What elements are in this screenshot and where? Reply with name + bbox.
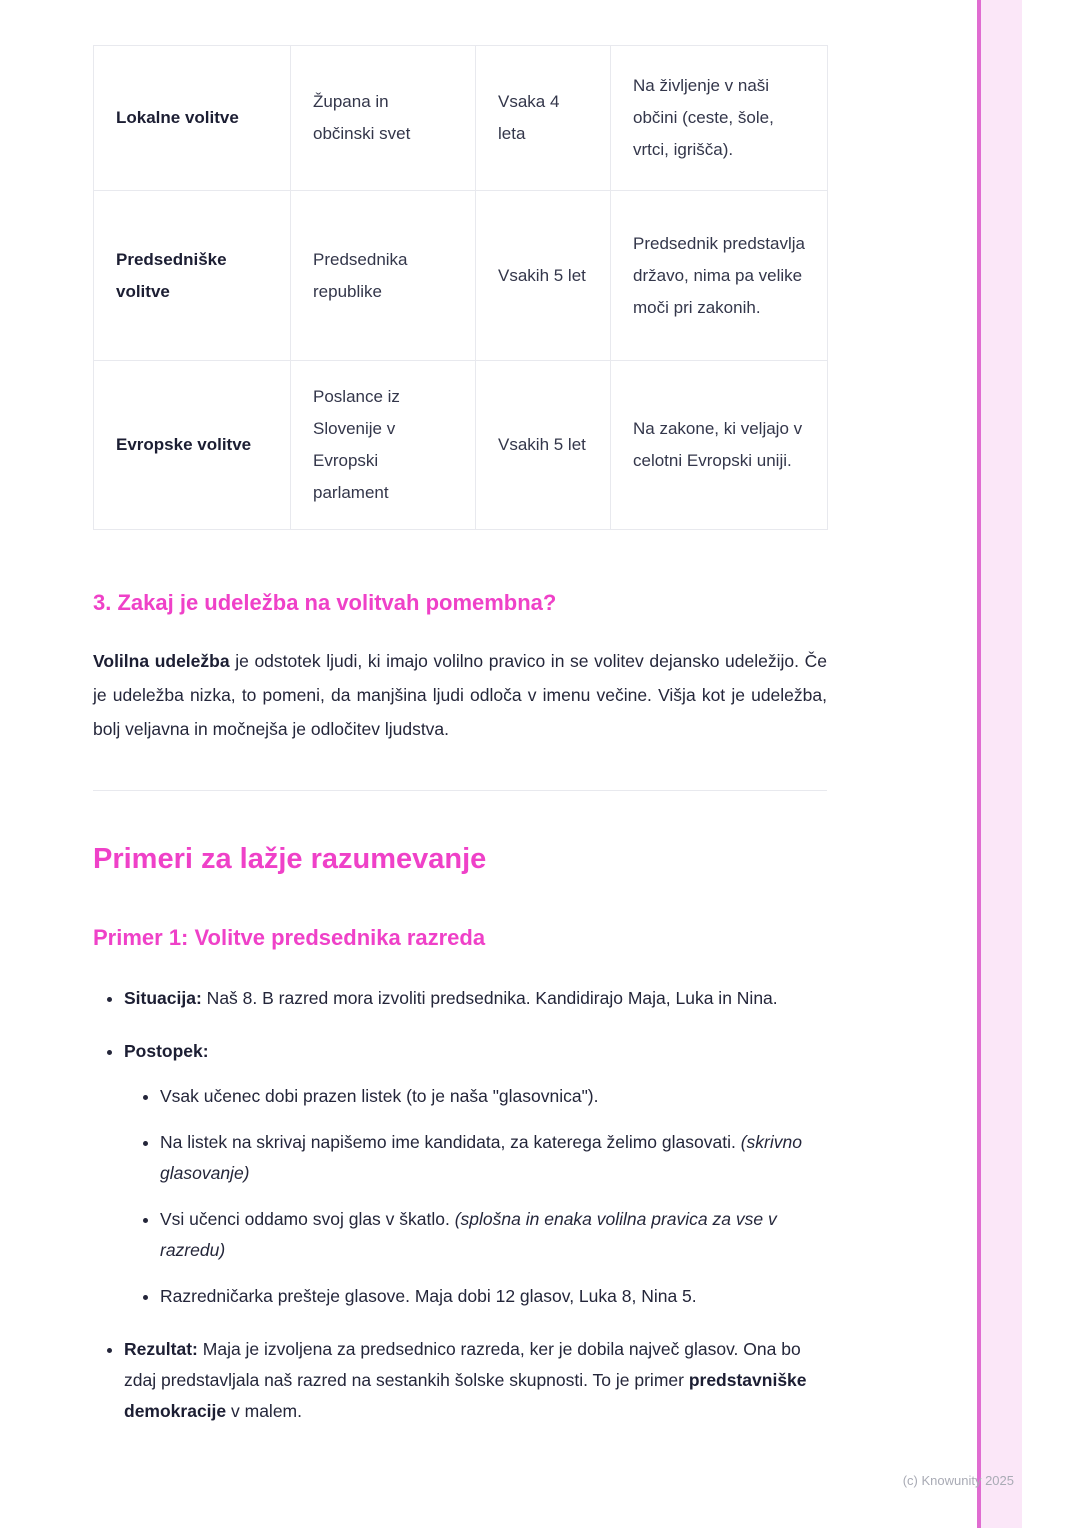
- election-impact-cell: Predsednik predstavlja državo, nima pa velike moči pri zakonih.: [611, 191, 828, 361]
- example1-list: [93, 983, 827, 1427]
- election-what-cell: Poslance iz Slovenije v Evropski parlament: [291, 361, 476, 530]
- document-content: [93, 45, 827, 1427]
- step-text: Razredničarka prešteje glasove. Maja dobi 12 glasov, Luka 8, Nina 5.: [160, 1286, 697, 1306]
- election-name-cell: Lokalne volitve: [94, 46, 291, 191]
- list-item-step: [160, 1127, 827, 1189]
- postopek-steps-list: [124, 1081, 827, 1312]
- situacija-text: Naš 8. B razred mora izvoliti predsednika. Kandidirajo Maja, Luka in Nina.: [201, 988, 778, 1008]
- participation-paragraph: [93, 644, 827, 746]
- rezultat-label: Rezultat:: [124, 1339, 198, 1359]
- step-italic: (skrivno glasovanje): [160, 1132, 802, 1183]
- election-what-cell: Župana in občinski svet: [291, 46, 476, 191]
- list-item-situacija: [124, 983, 827, 1014]
- rezultat-text-2: v malem.: [226, 1401, 302, 1421]
- election-when-cell: Vsaka 4 leta: [476, 46, 611, 191]
- election-what-cell: Predsednika republike: [291, 191, 476, 361]
- table-row: [94, 191, 828, 361]
- section3-heading: 3. Zakaj je udeležba na volitvah pomembna?: [93, 590, 557, 615]
- step-text: Na listek na skrivaj napišemo ime kandidata, za katerega želimo glasovati.: [160, 1132, 741, 1152]
- election-when-cell: Vsakih 5 let: [476, 191, 611, 361]
- step-italic: (splošna in enaka volilna pravica za vse v razredu): [160, 1209, 777, 1260]
- table-row: [94, 46, 828, 191]
- election-impact-cell: Na zakone, ki veljajo v celotni Evropski uniji.: [611, 361, 828, 530]
- elections-table: [93, 45, 828, 530]
- examples-heading: Primeri za lažje razumevanje: [93, 843, 487, 875]
- section-divider: [93, 790, 827, 791]
- postopek-label: Postopek:: [124, 1041, 209, 1061]
- step-text: Vsak učenec dobi prazen listek (to je naša "glasovnica").: [160, 1086, 599, 1106]
- list-item-rezultat: [124, 1334, 827, 1427]
- side-accent-bar: [977, 0, 1022, 1528]
- paragraph-text: je odstotek ljudi, ki imajo volilno pravico in se volitev dejansko udeležijo. Če je udeležba nizka, to pomeni, da manjšina ljudi odloča v imenu večine. Višja kot je udeležba, bolj veljavna in močnejša je odločitev ljudstva.: [93, 651, 827, 739]
- list-item-step: [160, 1204, 827, 1266]
- election-name-cell: Evropske volitve: [94, 361, 291, 530]
- table-row: [94, 361, 828, 530]
- list-item-step: [160, 1281, 827, 1312]
- election-when-cell: Vsakih 5 let: [476, 361, 611, 530]
- rezultat-bold-term: predstavniške demokracije: [124, 1370, 807, 1421]
- situacija-label: Situacija:: [124, 988, 202, 1008]
- election-impact-cell: Na življenje v naši občini (ceste, šole, vrtci, igrišča).: [611, 46, 828, 191]
- paragraph-bold-term: Volilna udeležba: [93, 651, 230, 671]
- election-name-cell: Predsedniške volitve: [94, 191, 291, 361]
- rezultat-text-1: Maja je izvoljena za predsednico razreda, ker je dobila največ glasov. Ona bo zdaj predstavljala naš razred na sestankih šolske skupnosti. To je primer: [124, 1339, 801, 1390]
- copyright-footer: (c) Knowunity 2025: [902, 1473, 1014, 1488]
- list-item-postopek: [124, 1036, 827, 1312]
- list-item-step: [160, 1081, 827, 1112]
- step-text: Vsi učenci oddamo svoj glas v škatlo.: [160, 1209, 455, 1229]
- example1-heading: Primer 1: Volitve predsednika razreda: [93, 925, 486, 950]
